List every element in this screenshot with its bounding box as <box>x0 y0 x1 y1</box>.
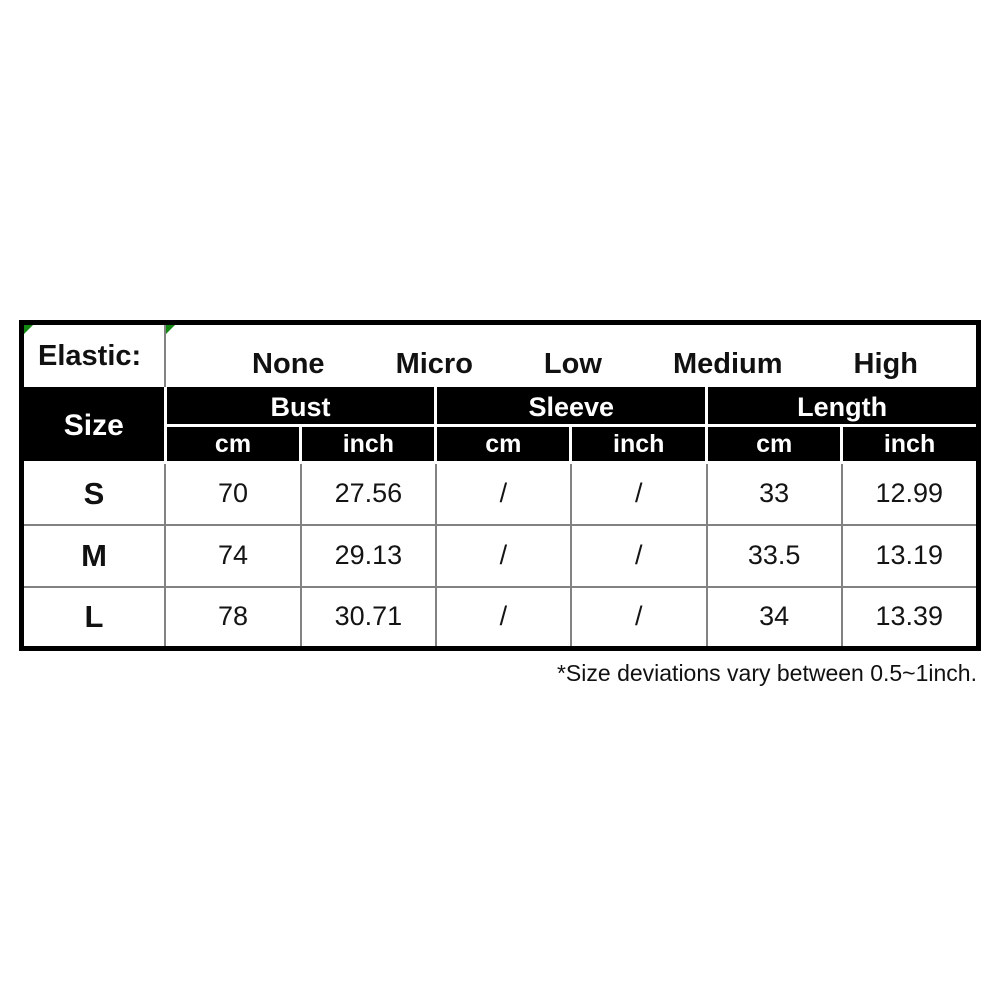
elastic-levels-cell <box>165 323 978 389</box>
cell-value: 27.56 <box>301 463 436 525</box>
cell-value: 33 <box>707 463 842 525</box>
elastic-level-none: None <box>252 348 325 380</box>
bust-group-header: Bust <box>165 389 436 426</box>
sleeve-cm-header: cm <box>436 426 571 463</box>
cell-value: 70 <box>165 463 301 525</box>
elastic-label-cell <box>22 323 166 389</box>
size-deviation-footnote: *Size deviations vary between 0.5~1inch. <box>556 660 977 686</box>
cell-corner-marker-icon <box>24 325 33 334</box>
cell-value: 12.99 <box>842 463 979 525</box>
size-chart-table <box>19 320 981 651</box>
cell-value: / <box>571 525 707 587</box>
cell-value: 34 <box>707 587 842 649</box>
table-row-l <box>22 587 979 649</box>
elastic-level-high: High <box>853 348 918 380</box>
length-group-header: Length <box>707 389 979 426</box>
elastic-level-low: Low <box>543 348 602 380</box>
elastic-row <box>22 323 979 389</box>
length-inch-header: inch <box>842 426 979 463</box>
sleeve-inch-header: inch <box>571 426 707 463</box>
bust-cm-header: cm <box>165 426 301 463</box>
elastic-levels <box>166 348 976 387</box>
size-label: S <box>22 463 166 525</box>
table-row-s <box>22 463 979 525</box>
unit-header-row <box>22 426 979 463</box>
elastic-level-medium: Medium <box>672 348 783 380</box>
cell-value: 13.19 <box>842 525 979 587</box>
cell-value: 30.71 <box>301 587 436 649</box>
sleeve-group-header: Sleeve <box>436 389 707 426</box>
cell-value: 74 <box>165 525 301 587</box>
cell-value: / <box>571 587 707 649</box>
table-row-m <box>22 525 979 587</box>
elastic-label: Elastic: <box>38 339 142 372</box>
elastic-level-micro: Micro <box>395 348 473 380</box>
cell-value: / <box>436 525 571 587</box>
cell-corner-marker-icon <box>166 325 175 334</box>
cell-value: 33.5 <box>707 525 842 587</box>
cell-value: / <box>436 587 571 649</box>
group-header-row <box>22 389 979 426</box>
cell-value: / <box>436 463 571 525</box>
cell-value: / <box>571 463 707 525</box>
size-label: L <box>22 587 166 649</box>
cell-value: 13.39 <box>842 587 979 649</box>
cell-value: 78 <box>165 587 301 649</box>
size-column-header: Size <box>22 389 166 463</box>
bust-inch-header: inch <box>301 426 436 463</box>
length-cm-header: cm <box>707 426 842 463</box>
cell-value: 29.13 <box>301 525 436 587</box>
size-label: M <box>22 525 166 587</box>
